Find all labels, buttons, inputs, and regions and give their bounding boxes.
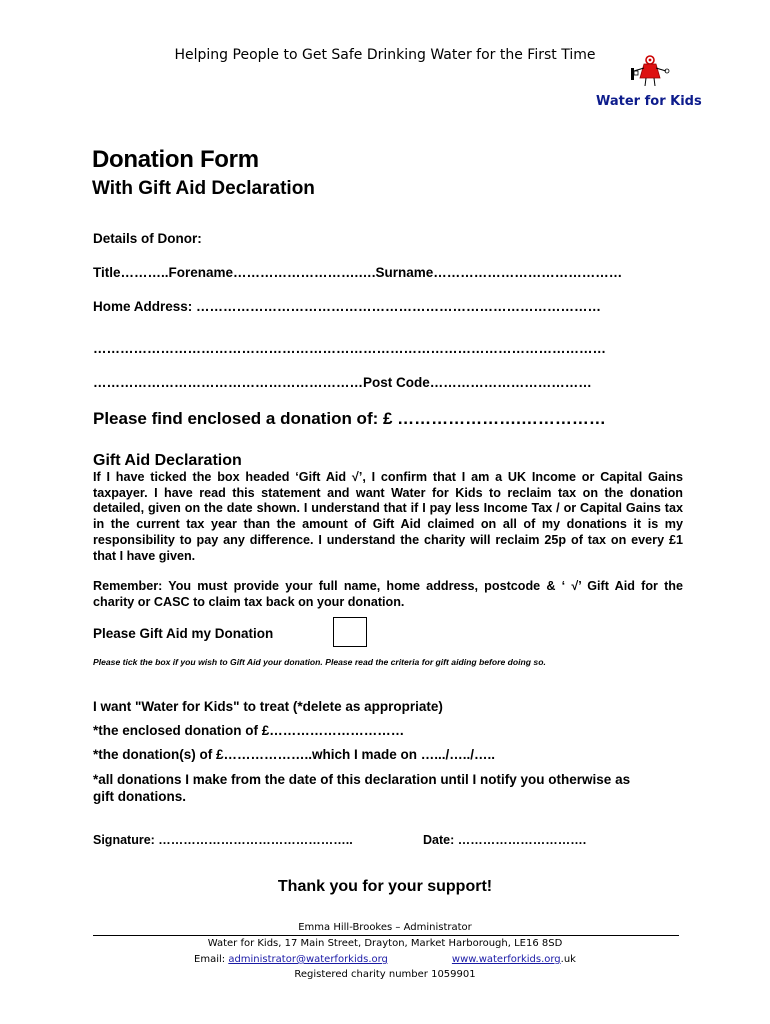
gift-aid-checkbox-label: Please Gift Aid my Donation <box>93 626 274 641</box>
header-tagline: Helping People to Get Safe Drinking Water for the First Time <box>174 47 596 63</box>
gift-aid-remember: Remember: You must provide your full name, home address, postcode & ‘ √’ Gift Aid for the charity or CASC to claim tax back on your donation. <box>93 579 683 609</box>
footer-charity-number: Registered charity number 1059901 <box>294 969 476 980</box>
gift-aid-note: Please tick the box if you wish to Gift Aid your donation. Please read the criteria for gift aiding before doing so. <box>93 657 546 667</box>
footer-contact <box>0 954 770 965</box>
donor-details-heading: Details of Donor: <box>93 231 202 246</box>
treat-intro: I want "Water for Kids" to treat (*delete as appropriate) <box>93 699 443 714</box>
date-field[interactable]: Date: …………………………. <box>423 833 587 847</box>
signature-field[interactable]: Signature: ……………………………………….. <box>93 833 353 847</box>
donor-name-field[interactable]: Title………..Forename……………………….….Surname…………………………………… <box>93 265 623 280</box>
website-link[interactable]: www.waterforkids.org <box>451 954 561 965</box>
footer-admin: Emma Hill-Brookes – Administrator <box>298 922 472 933</box>
treat-option-all[interactable]: *all donations I make from the date of this declaration until I notify you otherwise as gift donations. <box>93 772 631 804</box>
gift-aid-statement: If I have ticked the box headed ‘Gift Aid √’, I confirm that I am a UK Income or Capital Gains taxpayer. I have read this statement and want Water for Kids to reclaim tax on the donation detailed, given on the date shown. I understand that if I pay less Income Tax / or Capital Gains tax in the current tax year than the amount of Gift Aid claimed on all of my donations it is my responsibility to pay any difference. I understand the charity will reclaim 25p of tax on every £1 that I have given. <box>93 470 683 563</box>
page-title: Donation Form <box>92 146 259 173</box>
treat-option-past[interactable]: *the donation(s) of £………………..which I made on ….../…../….. <box>93 747 496 762</box>
address-line-2-field[interactable]: …………………………………………………………………………………………………… <box>93 341 606 356</box>
donation-amount-field[interactable]: Please find enclosed a donation of: £ ………………….…………… <box>93 409 606 428</box>
postcode-field[interactable]: ……………………………………………………Post Code……………………………… <box>93 375 592 390</box>
footer-divider <box>93 935 679 936</box>
home-address-field[interactable]: Home Address: ……………………………………………………………………………… <box>93 299 602 314</box>
treat-option-enclosed[interactable]: *the enclosed donation of £………………………… <box>93 723 405 738</box>
email-label: Email: <box>194 954 229 965</box>
logo-text: Water for Kids <box>596 94 702 109</box>
page-subtitle: With Gift Aid Declaration <box>92 178 315 199</box>
gift-aid-heading: Gift Aid Declaration <box>93 452 242 469</box>
footer-address: Water for Kids, 17 Main Street, Drayton, Market Harborough, LE16 8SD <box>207 938 563 949</box>
website-suffix: .uk <box>560 954 576 965</box>
thank-you-message: Thank you for your support! <box>277 878 493 895</box>
email-link[interactable]: administrator@waterforkids.org <box>228 954 388 965</box>
gift-aid-checkbox[interactable] <box>333 617 367 647</box>
